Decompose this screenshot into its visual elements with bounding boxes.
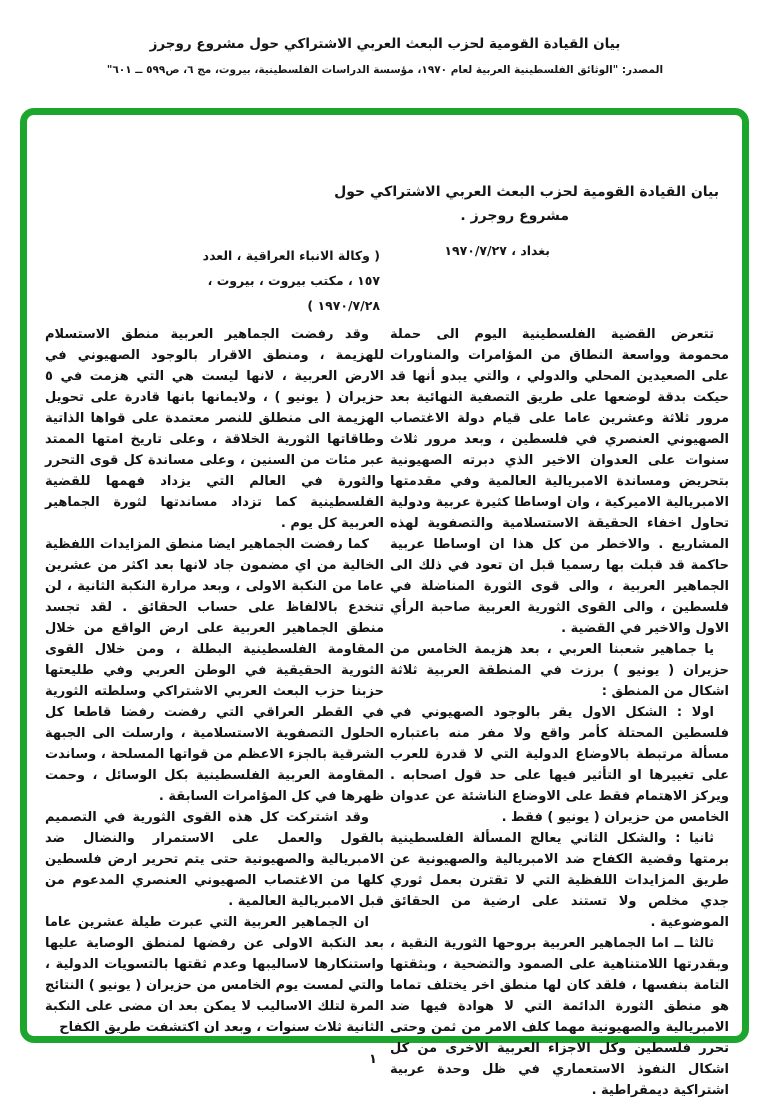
body-paragraph: وقد رفضت الجماهير العربية منطق الاستسلام للهزيمة ، ومنطق الاقرار بالوجود الصهيوني في الارض العربية ، لانها ليست هي التي هزمت في ٥ حزيران ( يونيو ) ، ولايمانها بانها قادرة على تحويل الهزيمة الى منطلق للنصر معتمدة على قواها الذاتية وطاقاتها الثورية الخلاقة ، وعلى تاريخ امتها الممتد عبر مئات من السنين ، وعلى مساندة كل قوى التحرر والثورة في العالم التي يزداد فهمها للقضية الفلسطينية كما تزداد مساندتها لثورة الجماهير العربية كل يوم .	[45, 327, 384, 531]
dateline: بغداد ، ١٩٧٠/٧/٢٧	[444, 243, 550, 258]
body-paragraph: اولا : الشكل الاول يقر بالوجود الصهيوني في فلسطين المحتلة كأمر واقع ولا مفر منه باعتباره مسألة مرتبطة بالاوضاع الدولية التي لا قدرة للعرب على تغييرها او التأثير فيها على حد قول اصحابه . ويركز الاهتمام فقط على الاوضاع الناشئة عن عدوان الخامس من حزيران ( يونيو ) فقط .	[390, 705, 729, 825]
agency-info-line: ١٩٧٠/٧/٢٨ )	[307, 298, 380, 313]
body-column-left	[45, 324, 384, 1038]
body-column-right	[390, 324, 729, 1101]
body-paragraph: ثالثا ــ اما الجماهير العربية بروحها الثورية النقية ، وبقدرتها اللامتناهية على الصمود والتضحية ، وبثقتها التامة بنفسها ، فلقد كان لها منطق اخر يختلف تماما هو منطق الثورة الدائمة التي لا هوادة فيها ضد الامبريالية والصهيونية مهما كلف الامر من ثمن وحتى تحرر فلسطين وكل الاجزاء العربية الاخرى من كل اشكال النفوذ الاستعماري في ظل وحدة عربية اشتراكية ديمقراطية .	[390, 936, 729, 1098]
body-paragraph: وقد اشتركت كل هذه القوى الثورية في التصميم بالقول والعمل على الاستمرار والنضال ضد الامبريالية والصهيونية حتى يتم تحرير ارض فلسطين كلها من الاغتصاب الصهيوني العنصري المدعوم من قبل الامبريالية العالمية .	[45, 810, 384, 909]
agency-info-line: ١٥٧ ، مكتب بيروت ، بيروت ،	[207, 273, 380, 288]
body-paragraph: يا جماهير شعبنا العربي ، بعد هزيمة الخامس من حزيران ( يونيو ) برزت في المنطقة العربية ثلاثة اشكال من المنطق :	[390, 642, 729, 699]
page-header-title: بيان القيادة القومية لحزب البعث العربي الاشتراكي حول مشروع روجرز	[149, 36, 621, 52]
agency-info-line: ( وكالة الانباء العراقية ، العدد	[202, 248, 380, 263]
body-paragraph: تتعرض القضية الفلسطينية اليوم الى حملة محمومة وواسعة النطاق من المؤامرات والمناورات على الصعيدين المحلي والدولي ، والتي يبدو أنها قد حيكت بدقة لوضعها على طريق التصفية النهائية بعد مرور ثلاثة وعشرين عاما على قيام دولة الاغتصاب الصهيوني العنصري في فلسطين ، وبعد مرور ثلاث سنوات على العدوان الاخير الذي دبرته الصهيونية بتحريض ومساندة الامبريالية العالمية وفي مقدمتها الامبريالية الاميركية ، وان اوساطا كثيرة عربية ودولية تحاول اخفاء الحقيقة الاستسلامية والتصفوية لهذه المشاريع . والاخطر من كل هذا ان اوساطا عربية حاكمة قد قبلت بها رسميا قبل ان تعود في ذلك الى الجماهير العربية ، والى قوى الثورة المناضلة في فلسطين ، والى القوى الثورية العربية صاحبة الرأي الاول والاخير في القضية .	[390, 327, 729, 636]
document-title	[300, 180, 719, 228]
document-title-line1: بيان القيادة القومية لحزب البعث العربي الاشتراكي حول	[334, 184, 719, 200]
body-paragraph: ثانيا : والشكل الثاني يعالج المسألة الفلسطينية برمتها وقضية الكفاح ضد الامبريالية والصهيونية عن طريق المزايدات اللفظية التي لا تقترن بعمل ثوري جدي مخلص ولا تستند على ارضية من الحقائق الموضوعية .	[390, 831, 729, 930]
page-header-source-citation: المصدر: "الوثائق الفلسطينية العربية لعام ١٩٧٠، مؤسسة الدراسات الفلسطينية، بيروت، مج ٦، ص٥٩٩ ــ ٦٠١"	[106, 64, 664, 76]
body-paragraph: ان الجماهير العربية التي عبرت طيلة عشرين عاما بعد النكبة الاولى عن رفضها لمنطق الوصاية عليها واستنكارها لاساليبها وعدم ثقتها بالتسويات الدولية ، والتي لمست يوم الخامس من حزيران ( يونيو ) النتائج المرة لتلك الاساليب لا يمكن بعد ان مضى على النكبة الثانية ثلاث سنوات ، وبعد ان اكتشفت طريق الكفاح	[45, 915, 384, 1035]
document-title-line2: مشروع روجرز .	[460, 208, 569, 224]
agency-info	[185, 243, 380, 318]
page-number: ١	[369, 1052, 377, 1067]
body-paragraph: كما رفضت الجماهير ايضا منطق المزايدات اللفظية الخالية من اي مضمون جاد لانها بعد اكثر من عشرين عاما من النكبة الاولى ، وبعد مرارة النكبة الثانية ، لن تنخدع بالالفاظ على حساب الحقائق . لقد تجسد منطق الجماهير العربية على ارض الواقع من خلال المقاومة الفلسطينية البطلة ، ومن خلال القوى الثورية الحقيقية في الوطن العربي وفي طليعتها حزبنا حزب البعث العربي الاشتراكي وسلطته الثورية في القطر العراقي التي رفضت رفضا قاطعا كل الحلول التصفوية الاستسلامية ، وارسلت الى الجبهة الشرقية بالجزء الاعظم من قواتها المسلحة ، وساندت المقاومة العربية الفلسطينية بكل الوسائل ، وحمت ظهرها في كل المؤامرات السابقة .	[45, 537, 384, 804]
